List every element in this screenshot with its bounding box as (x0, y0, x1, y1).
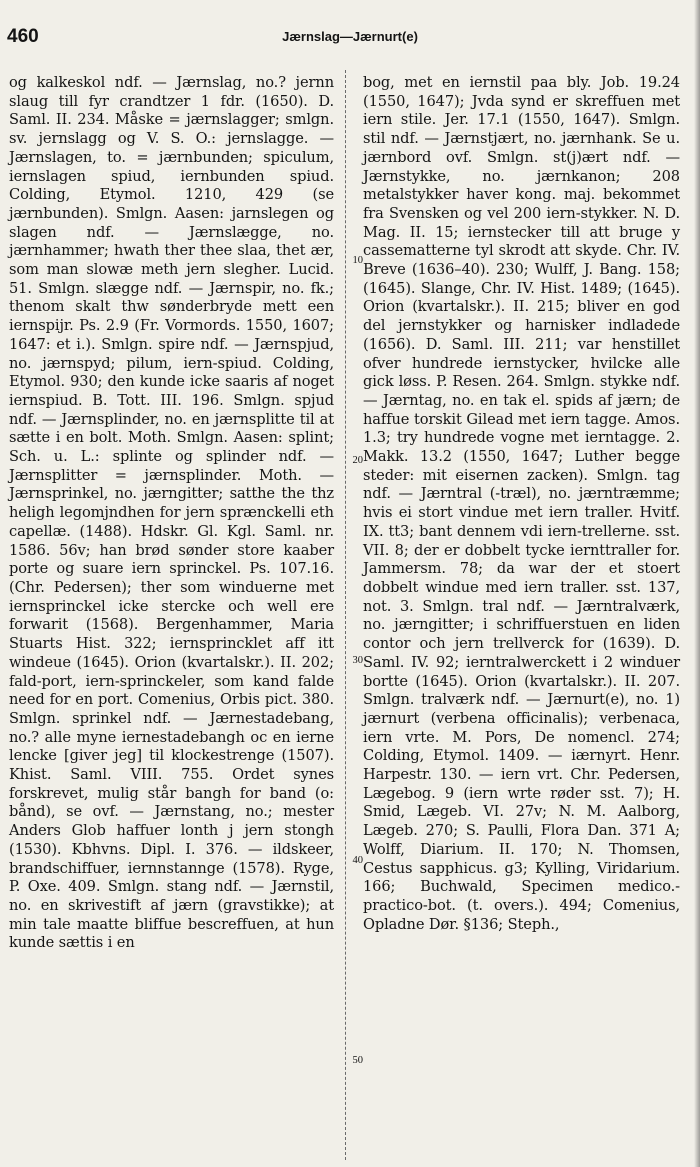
running-head: Jærnslag—Jærnurt(e) (282, 29, 418, 44)
left-column-text: og kalkeskol ndf. — Jærnslag, no.? jernn slaug till fyr crandtzer 1 fdr. (1650). D. Saml. II. 234. Måske = jærnslagger; smlgn. sv. jernslagg og V. S. O.: jernslagge. — Jærnslagen, to. = jærnbunden; spiculum, iernslagen spiud, iernbunden spiud. Colding, Etymol. 1210, 429 (se jærnbunden). Smlgn. Aasen: jarnslegen og slagen ndf. — Jærnslægge, no. jærnhammer; hwath ther thee slaa, thet ær, som man slowæ meth jern slegher. Lucid. 51. Smlgn. slægge ndf. — Jærnspir, no. fk.; thenom skalt thw sønderbryde mett een iernspijr. Ps. 2.9 (Fr. Vormords. 1550, 1607; 1647: et i.). Smlgn. spire ndf. — Jærnspjud, no. jærnspyd; pilum, iern-spiud. Colding, Etymol. 930; den kunde icke saaris af noget iernspiud. B. Tott. III. 196. Smlgn. spjud ndf. — Jærnsplinder, no. en jærnsplitte til at sætte i en bolt. Moth. Smlgn. Aasen: splint; Sch. u. L.: splinte og splinder ndf. — Jærnsplitter = jærnsplinder. Moth. — Jærnsprinkel, no. jærngitter; satthe the thz heligh legomjndhen for jern sprænckelli eth capellæ. (1488). Hdskr. Gl. Kgl. Saml. nr. 1586. 56v; han brød sønder store kaaber porte og suare iern sprinckel. Ps. 107.16. (Chr. Pedersen); ther som winduerne met iernsprinckel icke stercke och well ere forwarit (1568). Bergenhammer, Maria Stuarts Hist. 322; iernsprincklet aff itt windeue (1645). Orion (kvartalskr.). II. 202; fald-port, iern-sprinckeler, som kand falde need for en port. Comenius, Orbis pict. 380. Smlgn. sprinkel ndf. — Jærnestadebang, no.? alle myne iernestadebangh oc en ierne lencke [giver jeg] til klockestrenge (1507). Khist. Saml. VIII. 755. Ordet synes forskrevet, mulig står bangh for band (o: bånd), se ovf. — Jærnstang, no.; mester Anders Glob haffuer lonth j jern stongh (1530). Kbhvns. Dipl. I. 376. — ildskeer, brandschiffuer, iernnstannge (1578). Ryge, P. Oxe. 409. Smlgn. stang ndf. — Jærnstil, no. en skrivestift af jærn (gravstikke); at min tale maatte bliffue bescreffuen, at hun kunde sættis i en (9, 74, 334, 952)
right-column-text: bog, met en iernstil paa bly. Job. 19.24 (1550, 1647); Jvda synd er skreffuen met iern stile. Jer. 17.1 (1550, 1647). Smlgn. stil ndf. — Jærnstjært, no. jærnhank. Se u. jærnbord ovf. Smlgn. st(j)ært ndf. — Jærnstykke, no. jærnkanon; 208 metalstykker haver kong. maj. bekommet fra Svensken og vel 200 iern-stykker. N. D. Mag. II. 15; iernstecker till att bruge y cassematterne tyl skrodt att skyde. Chr. IV. Breve (1636–40). 230; Wulff, J. Bang. 158; (1645). Slange, Chr. IV. Hist. 1489; (1645). Orion (kvartalskr.). II. 215; bliver en god del jernstykker og harnisker indladede (1656). D. Saml. III. 211; var henstillet ofver hundrede iernstycker, hvilcke alle gick løss. P. Resen. 264. Smlgn. stykke ndf. — Jærntag, no. en tak el. spids af jærn; de haffue torskit Gilead met iern tagge. Amos. 1.3; try hundrede vogne met ierntagge. 2. Makk. 13.2 (1550, 1647; Luther begge steder: mit eisernen zacken). Smlgn. tag ndf. — Jærntral (-træl), no. jærntræmme; hvis ei stort vindue met iern traller. Hvitf. IX. tt3; bant dennem vdi iern-trellerne. sst. VII. 8; der er dobbelt tycke iernttraller for. Jammersm. 78; da war der et stoert dobbelt windue med iern traller. sst. 137, not. 3. Smlgn. tral ndf. — Jærntralværk, no. jærngitter; i schriffuerstuen en liden contor och jern trellverck for (1639). D. Saml. IV. 92; ierntralwerckett i 2 winduer bortte (1645). Orion (kvartalskr.). II. 207. Smlgn. tralværk ndf. — Jærnurt(e), no. 1) jærnurt (verbena officinalis); verbenaca, iern vrte. M. Pors, De nomencl. 274; Colding, Etymol. 1409. — iærnyrt. Henr. Harpestr. 130. — iern vrt. Chr. Pedersen, Lægebog. 9 (iern wrte røder sst. 7); H. Smid, Lægeb. VI. 27v; N. M. Aalborg, Lægeb. 270; S. Paulli, Flora Dan. 371 A; Wolff, Diarium. II. 170; N. Thomsen, Cestus sapphicus. g3; Kylling, Viridarium. 166; Buchwald, Specimen medico.-practico-bot. (t. overs.). 494; Comenius, Opladne Dør. §136; Steph., (363, 74, 680, 933)
line-number-20: 20 (352, 455, 363, 466)
column-divider (345, 70, 346, 1160)
line-number-40: 40 (352, 855, 363, 866)
line-number-10: 10 (352, 255, 363, 266)
line-number-30: 30 (352, 655, 363, 666)
page-number: 460 (7, 26, 39, 47)
page-edge-shadow (694, 0, 700, 1167)
line-number-50: 50 (352, 1055, 363, 1066)
